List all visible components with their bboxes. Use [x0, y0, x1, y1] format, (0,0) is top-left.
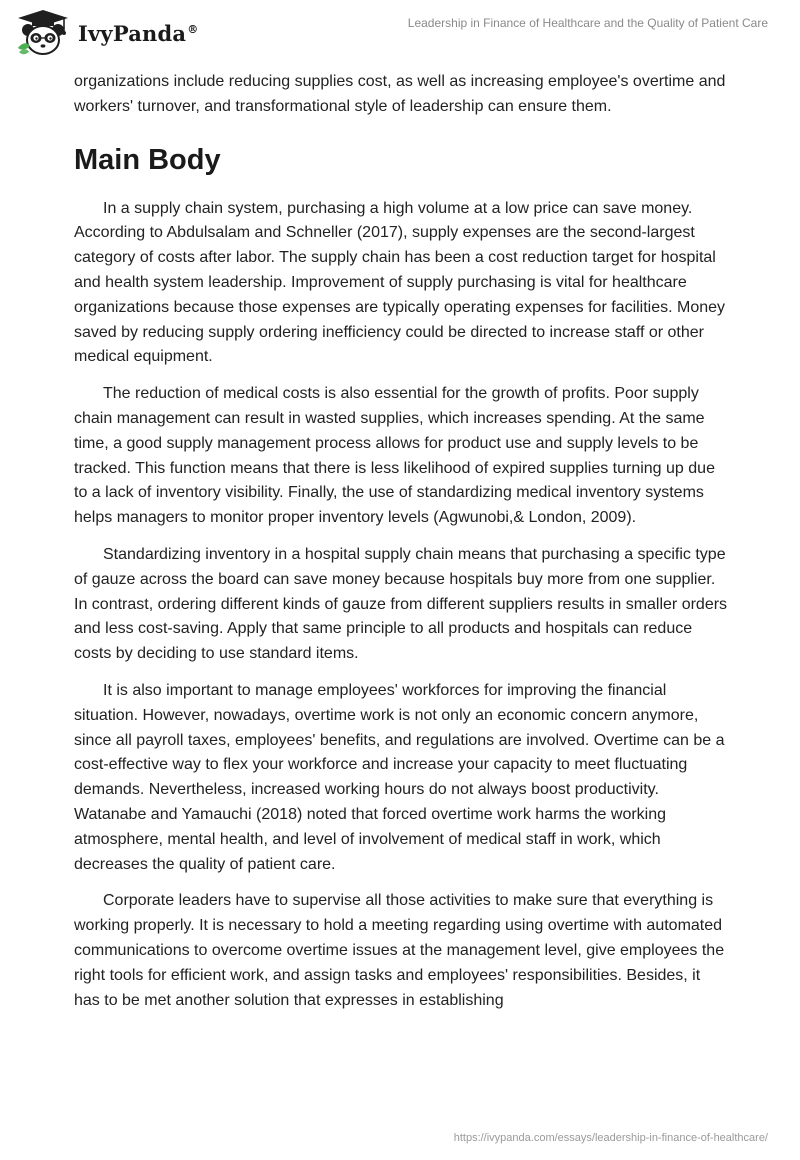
- brand-logo[interactable]: [14, 8, 234, 58]
- article-body: [74, 70, 728, 1025]
- body-paragraph: The reduction of medical costs is also essential for the growth of profits. Poor supply chain management can result in wasted supplies, which increases spending. At the same time, a good supply management process allows for product use and supply levels to be tracked. This function means that there is less likelihood of expired supplies turning up due to a lack of inventory visibility. Finally, the use of standardizing medical inventory systems helps managers to monitor proper inventory levels (Agwunobi,& London, 2009).: [74, 385, 715, 527]
- brand-name: IvyPanda®: [78, 21, 199, 46]
- document-title: Leadership in Finance of Healthcare and the Quality of Patient Care: [407, 16, 768, 30]
- registered-mark: ®: [187, 23, 199, 36]
- intro-paragraph-tail: organizations include reducing supplies cost, as well as increasing employee's overtime and workers' turnover, and transformational style of leadership can ensure them.: [74, 73, 726, 115]
- source-url[interactable]: https://ivypanda.com/essays/leadership-in-finance-of-healthcare/: [453, 1132, 768, 1144]
- body-paragraph: Corporate leaders have to supervise all those activities to make sure that everything is working properly. It is necessary to hold a meeting regarding using overtime with automated communications to overcome overtime issues at the management level, give employees the right tools for efficient work, and assign tasks and employees' responsibilities. Besides, it has to be met another solution that expresses in establishing: [74, 892, 725, 1009]
- body-paragraph: It is also important to manage employees' workforces for improving the financial situation. However, nowadays, overtime work is not only an economic concern anymore, since all payroll taxes, employees' benefits, and regulations are involved. Overtime can be a cost-effective way to flex your workforce and increase your capacity to meet fluctuating demands. Nevertheless, increased working hours do not always boost productivity. Watanabe and Yamauchi (2018) noted that forced overtime work harms the working atmosphere, mental health, and level of involvement of medical staff in work, which decreases the quality of patient care.: [74, 681, 725, 873]
- body-paragraph: Standardizing inventory in a hospital supply chain means that purchasing a specific type of gauze across the board can save money because hospitals buy more from one supplier. In contrast, ordering different kinds of gauze from different suppliers results in smaller orders and less cost-saving. Apply that same principle to all products and hospitals can reduce costs by deciding to use standard items.: [74, 545, 728, 663]
- body-paragraph: In a supply chain system, purchasing a high volume at a low price can save money. According to Abdulsalam and Schneller (2017), supply expenses are the second-largest category of costs after labor. The supply chain has been a cost reduction target for hospital and health system leadership. Improvement of supply purchasing is vital for healthcare organizations because those expenses are typically operating expenses for facilities. Money saved by reducing supply ordering inefficiency could be directed to increase staff or other medical equipment.: [74, 199, 726, 366]
- page-header: [0, 0, 800, 66]
- section-heading: Main Body: [74, 143, 221, 176]
- panda-graduate-icon: [14, 8, 72, 58]
